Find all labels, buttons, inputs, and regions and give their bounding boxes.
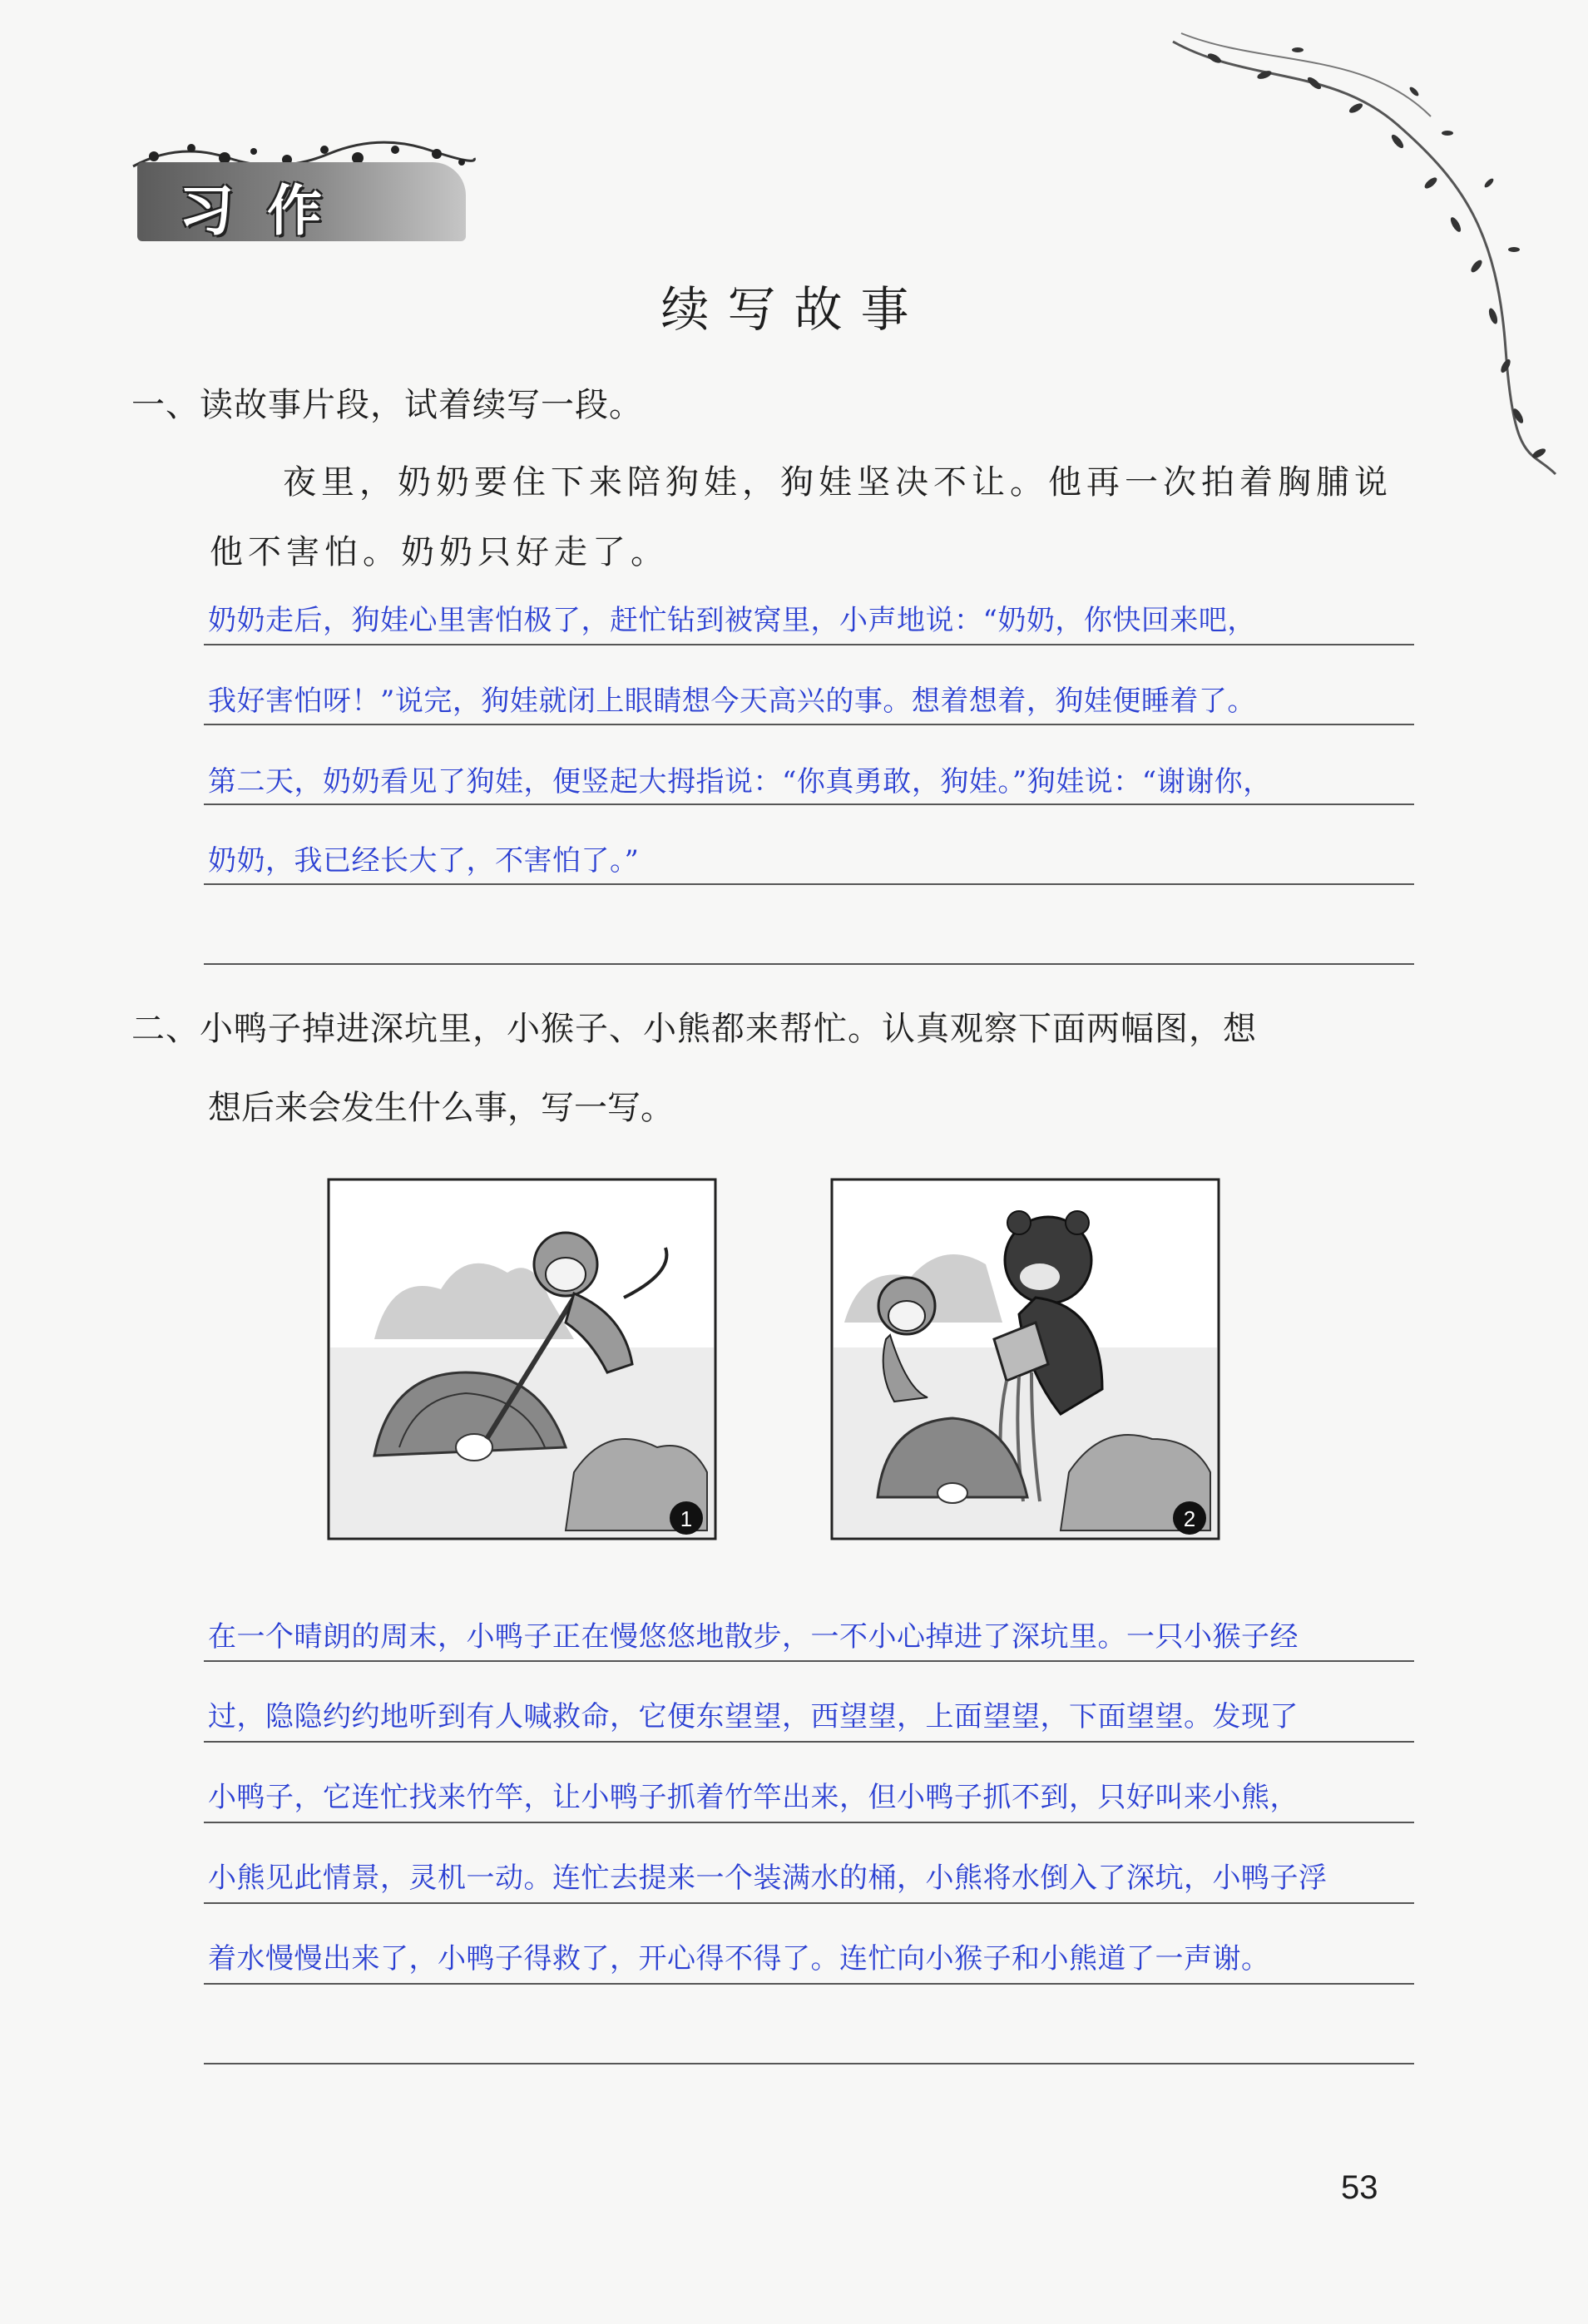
figure-2-bear-with-bucket [832,1179,1219,1539]
answer-line: 在一个晴朗的周末，小鸭子正在慢悠悠地散步，一不小心掉进了深坑里。一只小猴子经 [208,1620,1299,1654]
writing-rule [204,1983,1414,1985]
writing-rule [204,644,1414,645]
writing-rule [204,1741,1414,1743]
figure-1-monkey-with-pole [329,1179,715,1539]
writing-rule [204,883,1414,885]
question-1-prompt: 一、读故事片段，试着续写一段。 [131,386,643,424]
answer-line: 着水慢慢出来了，小鸭子得救了，开心得不得了。连忙向小猴子和小熊道了一声谢。 [208,1942,1270,1975]
page-title: 续写故事 [660,281,928,338]
writing-rule [204,1660,1414,1662]
section-label: 习作 [179,178,355,243]
writing-rule [204,963,1414,965]
answer-line: 小鸭子，它连忙找来竹竿，让小鸭子抓着竹竿出来，但小鸭子抓不到，只好叫来小熊， [208,1781,1299,1814]
passage-line: 夜里，奶奶要住下来陪狗娃，狗娃坚决不让。他再一次拍着胸脯说 [283,463,1393,502]
page-number: 53 [1341,2169,1378,2206]
question-2-prompt: 二、小鸭子掉进深坑里，小猴子、小熊都来帮忙。认真观察下面两幅图，想 [131,1010,1257,1048]
answer-line: 小熊见此情景，灵机一动。连忙去提来一个装满水的桶，小熊将水倒入了深坑，小鸭子浮 [208,1862,1328,1895]
figure-number: 1 [680,1506,693,1531]
answer-line: 过，隐隐约约地听到有人喊救命，它便东望望，西望望，上面望望，下面望望。发现了 [208,1700,1299,1733]
writing-rule [204,2063,1414,2064]
section-banner [129,133,478,258]
answer-line: 奶奶走后，狗娃心里害怕极了，赶忙钻到被窝里，小声地说：“奶奶，你快回来吧， [208,604,1256,637]
figure-number: 2 [1183,1506,1196,1531]
answer-line: 第二天，奶奶看见了狗娃，便竖起大拇指说：“你真勇敢，狗娃。”狗娃说：“谢谢你， [208,765,1272,799]
question-2-prompt-continued: 想后来会发生什么事，写一写。 [208,1089,674,1127]
answer-line: 奶奶，我已经长大了，不害怕了。” [208,844,640,878]
passage-line: 他不害怕。奶奶只好走了。 [210,533,669,571]
illustration-panels [324,1173,1223,1547]
answer-line: 我好害怕呀！”说完，狗娃就闭上眼睛想今天高兴的事。想着想着，狗娃便睡着了。 [208,685,1256,718]
leaf-corner-decoration-icon [1148,17,1564,482]
writing-rule [204,804,1414,805]
writing-rule [204,1902,1414,1904]
writing-rule [204,1822,1414,1823]
writing-rule [204,724,1414,725]
